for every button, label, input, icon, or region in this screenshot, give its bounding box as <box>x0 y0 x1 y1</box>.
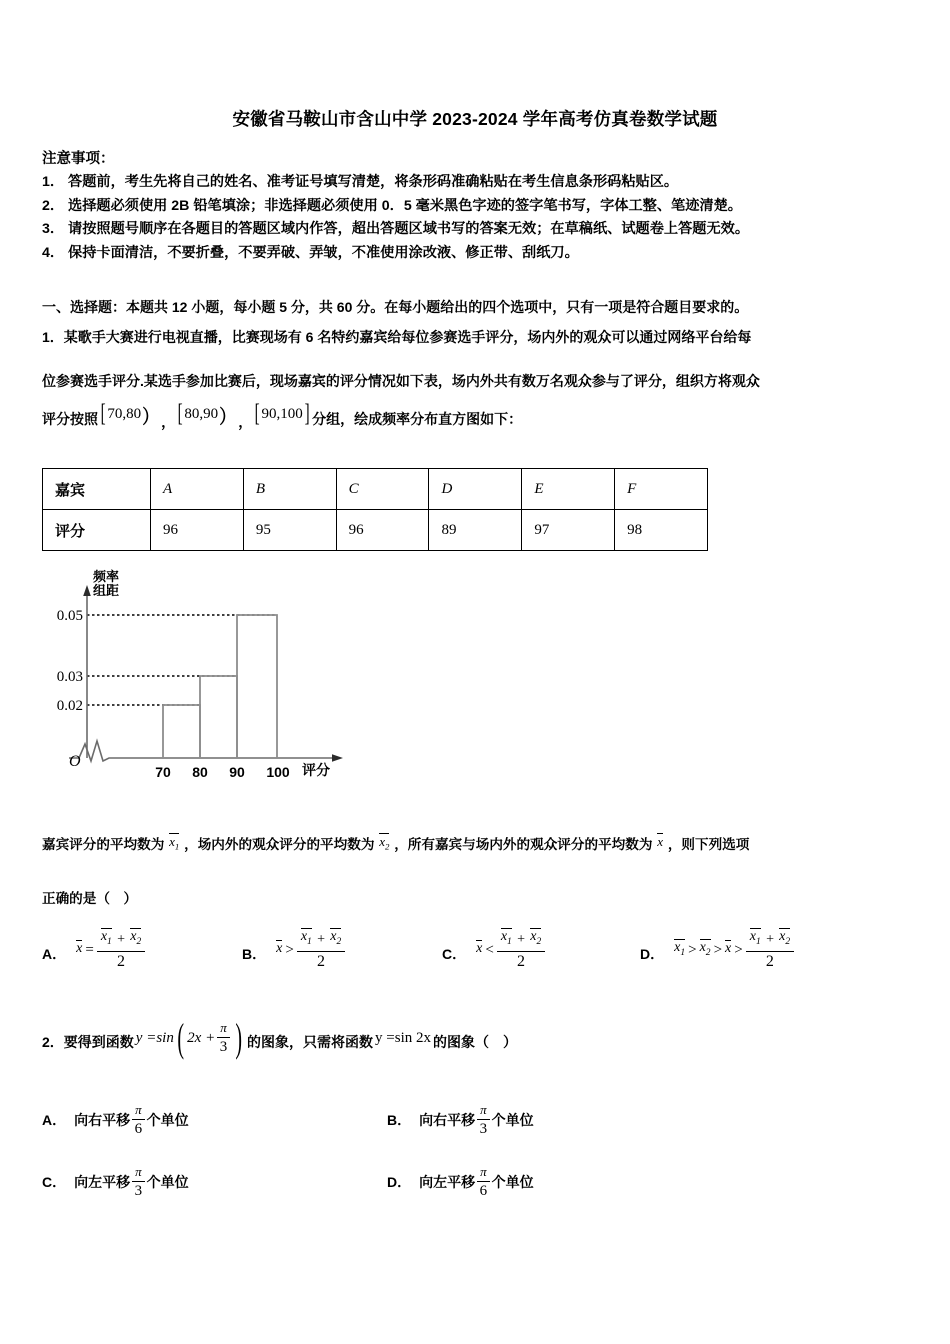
xtick-label-100: 100 <box>266 764 290 780</box>
interval-1-value: 70,80 <box>107 406 142 422</box>
question2-option-b[interactable] <box>387 1102 534 1138</box>
pi-denominator-c: 3 <box>134 1183 143 1199</box>
pi-fraction-target <box>217 1020 230 1056</box>
question1-stem-line2: 位参赛选手评分.某选手参加比赛后，现场嘉宾的评分情况如下表，场内外共有数万名观众参与了评分，组织方将观众 <box>42 373 760 389</box>
fraction-numerator-c: $x_1 + x_2$ <box>497 931 545 952</box>
interval-suffix-text: 分组，绘成频率分布直方图如下： <box>312 411 523 427</box>
guest-cell-f: F <box>615 469 708 510</box>
table-row-scores <box>43 510 708 551</box>
function-expression-target: y =sin <box>135 1029 174 1046</box>
score-cell-a: 96 <box>151 510 244 551</box>
pi-denominator: 3 <box>219 1039 228 1055</box>
guest-cell-d: D <box>429 469 522 510</box>
relation-operator-a: = <box>85 942 94 959</box>
question1-option-b[interactable] <box>242 931 346 971</box>
score-cell-c: 96 <box>336 510 429 551</box>
math-var-x: x <box>725 940 732 956</box>
ytick-label-002: 0.02 <box>56 698 83 714</box>
bracket-left-icon: [ <box>254 400 260 427</box>
question1-options <box>42 925 922 983</box>
interval-3-value: 90,100 <box>261 406 303 422</box>
score-cell-e: 97 <box>522 510 615 551</box>
interval-2-value: 80,90 <box>184 406 219 422</box>
question2-stem-prefix: 2．要得到函数 <box>42 1034 134 1050</box>
y-axis-label-top: 频率 <box>93 569 120 584</box>
math-var-x1: $x_1$ <box>674 939 686 958</box>
stem-text-part3: ，所有嘉宾与场内外的观众评分的平均数为 <box>394 837 653 852</box>
math-var-x2: $x_2$ <box>699 939 711 958</box>
pi-numerator-b: π <box>477 1102 490 1120</box>
option-c-label: C． <box>42 1174 67 1190</box>
guest-cell-a: A <box>151 469 244 510</box>
fraction-denominator-a: 2 <box>117 952 126 970</box>
bar-70-80 <box>163 705 200 758</box>
option-a-text-before: 向右平移 <box>74 1112 131 1128</box>
fraction-denominator-d: 2 <box>765 952 774 970</box>
option-b-label: B． <box>242 945 267 962</box>
notes-heading: 注意事项： <box>42 151 115 167</box>
option-d-text-before: 向左平移 <box>419 1174 476 1190</box>
note-number-2: 2． <box>42 197 65 214</box>
guest-score-table <box>42 468 708 551</box>
note-text-4: 保持卡面清洁，不要折叠，不要弄破、弄皱，不准使用涂改液、修正带、刮纸刀。 <box>68 244 579 261</box>
x-axis-label: 评分 <box>302 762 330 778</box>
fraction-numerator-a: $x_1 + x_2$ <box>97 931 145 952</box>
bracket-right-icon: ] <box>304 400 310 427</box>
pi-denominator-a: 6 <box>134 1121 143 1137</box>
note-item-2 <box>42 195 922 219</box>
ytick-label-005: 0.05 <box>56 608 83 624</box>
relation-operator-d1: > <box>688 942 697 959</box>
question2-source-function: y =sin 2x <box>375 1029 432 1046</box>
question2-options-row2 <box>42 1160 922 1222</box>
question1-stem-line1: 1．某歌手大赛进行电视直播，比赛现场有 6 名特约嘉宾给每位参赛选手评分，场内外的观众可以通过网络平台给每 <box>42 329 752 345</box>
math-var-x1: $x_1$ <box>169 834 180 852</box>
note-number-3: 3． <box>42 221 65 237</box>
pi-numerator-d: π <box>477 1164 490 1182</box>
xtick-label-80: 80 <box>192 764 208 780</box>
question2-option-a[interactable] <box>42 1102 189 1138</box>
fraction-denominator-b: 2 <box>317 952 326 970</box>
option-c-text-before: 向左平移 <box>74 1174 131 1190</box>
bar-80-90 <box>200 676 237 758</box>
note-item-3 <box>42 218 922 242</box>
paren-right-icon: ) <box>235 1014 242 1060</box>
table-row-guests <box>43 469 708 510</box>
x-axis-arrow-icon <box>332 754 343 762</box>
score-cell-b: 95 <box>243 510 336 551</box>
option-b-text-before: 向右平移 <box>419 1112 476 1128</box>
relation-operator-c: < <box>485 942 494 959</box>
fraction-denominator-c: 2 <box>517 952 526 970</box>
fraction-numerator-b: $x_1 + x_2$ <box>297 931 345 952</box>
question2-options <box>42 1098 922 1222</box>
question1-stem-line3: 评分按照 [ 70,80 ） ， [ 80,90 ） ， [ 90,100 ] 分组，绘成频率分布直方图如下： <box>42 400 523 430</box>
question1-stem-line5: 正确的是（ ） <box>42 891 138 906</box>
pi-denominator-b: 3 <box>479 1121 488 1137</box>
option-d-label: D． <box>387 1174 412 1190</box>
option-a-label: A． <box>42 1112 67 1128</box>
option-d-text-after: 个单位 <box>491 1174 534 1190</box>
section-header: 一、选择题：本题共 12 小题，每小题 5 分，共 60 分。在每小题给出的四个选项中，只有一项是符合题目要求的。 <box>42 299 749 315</box>
guest-cell-c: C <box>336 469 429 510</box>
question1-option-c[interactable] <box>442 931 546 971</box>
pi-fraction-a <box>132 1102 145 1138</box>
fraction-numerator-d: $x_1 + x_2$ <box>746 931 794 952</box>
note-text-2: 选择题必须使用 2B 铅笔填涂；非选择题必须使用 0．5 毫米黑色字迹的签字笔书写，字体工整、笔迹清楚。 <box>68 197 742 214</box>
notes-block <box>42 148 922 265</box>
pi-denominator-d: 6 <box>479 1183 488 1199</box>
bracket-left-icon: [ <box>100 400 106 427</box>
pi-fraction-c <box>132 1164 145 1200</box>
option-a-label: A． <box>42 945 67 962</box>
interval-2-closer: ） <box>219 407 236 428</box>
relation-operator-d3: > <box>734 942 743 959</box>
question2-option-c[interactable] <box>42 1164 189 1200</box>
pi-numerator: π <box>217 1020 230 1038</box>
score-cell-d: 89 <box>429 510 522 551</box>
stem-text-part1: 嘉宾评分的平均数为 <box>42 837 165 852</box>
option-b-text-after: 个单位 <box>491 1112 534 1128</box>
interval-1-closer: ） <box>142 407 159 428</box>
function-inner-term: 2x + <box>187 1029 216 1046</box>
option-a-text-after: 个单位 <box>146 1112 189 1128</box>
xtick-label-90: 90 <box>229 764 245 780</box>
fraction-d <box>746 931 794 971</box>
frequency-histogram <box>55 563 355 798</box>
relation-operator-d2: > <box>713 942 723 959</box>
question2-target-function <box>135 1014 245 1060</box>
interval-2 <box>176 400 237 428</box>
math-var-x2: $x_2$ <box>379 834 390 852</box>
fraction-b <box>297 931 345 971</box>
math-var-x: x <box>76 940 83 956</box>
stem-text-part2: ，场内外的观众评分的平均数为 <box>184 837 375 852</box>
fraction-a <box>97 931 145 971</box>
stem-text-part4: ，则下列选项 <box>667 837 750 852</box>
ytick-label-003: 0.03 <box>56 669 83 685</box>
pi-fraction-b <box>477 1102 490 1138</box>
question2-options-row1 <box>42 1098 922 1160</box>
math-var-x: x <box>276 940 283 956</box>
paren-left-icon: ( <box>177 1014 184 1060</box>
guest-cell-e: E <box>522 469 615 510</box>
histogram-svg <box>55 563 355 798</box>
question2-stem-suffix: 的图象（ ） <box>433 1034 518 1050</box>
question2-stem-middle: 的图象，只需将函数 <box>247 1034 374 1050</box>
question1-option-d[interactable] <box>640 931 795 971</box>
question2-stem <box>42 1014 518 1060</box>
note-item-4 <box>42 242 922 266</box>
question2-option-d[interactable] <box>387 1164 534 1200</box>
score-cell-f: 98 <box>615 510 708 551</box>
option-c-label: C． <box>442 945 467 962</box>
note-number-4: 4． <box>42 244 65 261</box>
guest-cell-b: B <box>243 469 336 510</box>
pi-numerator-c: π <box>132 1164 145 1182</box>
math-var-x: x <box>657 834 664 849</box>
pi-fraction-d <box>477 1164 490 1200</box>
option-d-label: D． <box>640 945 665 962</box>
y-axis-arrow-icon <box>83 585 91 596</box>
interval-3 <box>253 400 311 427</box>
xtick-label-70: 70 <box>155 764 171 780</box>
row-label-guest: 嘉宾 <box>43 469 151 510</box>
pi-numerator-a: π <box>132 1102 145 1120</box>
fraction-c <box>497 931 545 971</box>
relation-operator-b: > <box>285 942 294 959</box>
note-item-1 <box>42 171 922 195</box>
option-b-label: B． <box>387 1112 412 1128</box>
bracket-left-icon: [ <box>177 400 183 427</box>
row-label-score: 评分 <box>43 510 151 551</box>
page-title: 安徽省马鞍山市含山中学 2023-2024 学年高考仿真卷数学试题 <box>232 109 718 129</box>
question1-option-a[interactable] <box>42 931 146 971</box>
x-axis-with-break <box>69 741 333 761</box>
note-text-3: 请按照题号顺序在各题目的答题区域内作答，超出答题区域书写的答案无效；在草稿纸、试题卷上答题无效。 <box>68 221 750 237</box>
origin-label: O <box>69 753 81 770</box>
y-axis-label-bottom: 组距 <box>93 583 120 598</box>
bar-90-100 <box>237 615 277 758</box>
math-var-x: x <box>476 940 483 956</box>
note-text-1: 答题前，考生先将自己的姓名、准考证号填写清楚，将条形码准确粘贴在考生信息条形码粘贴区。 <box>68 174 679 190</box>
question1-stem-line4 <box>42 834 749 856</box>
note-number-1: 1． <box>42 174 65 190</box>
option-c-text-after: 个单位 <box>146 1174 189 1190</box>
interval-1 <box>99 400 160 428</box>
interval-prefix-text: 评分按照 <box>42 411 98 427</box>
